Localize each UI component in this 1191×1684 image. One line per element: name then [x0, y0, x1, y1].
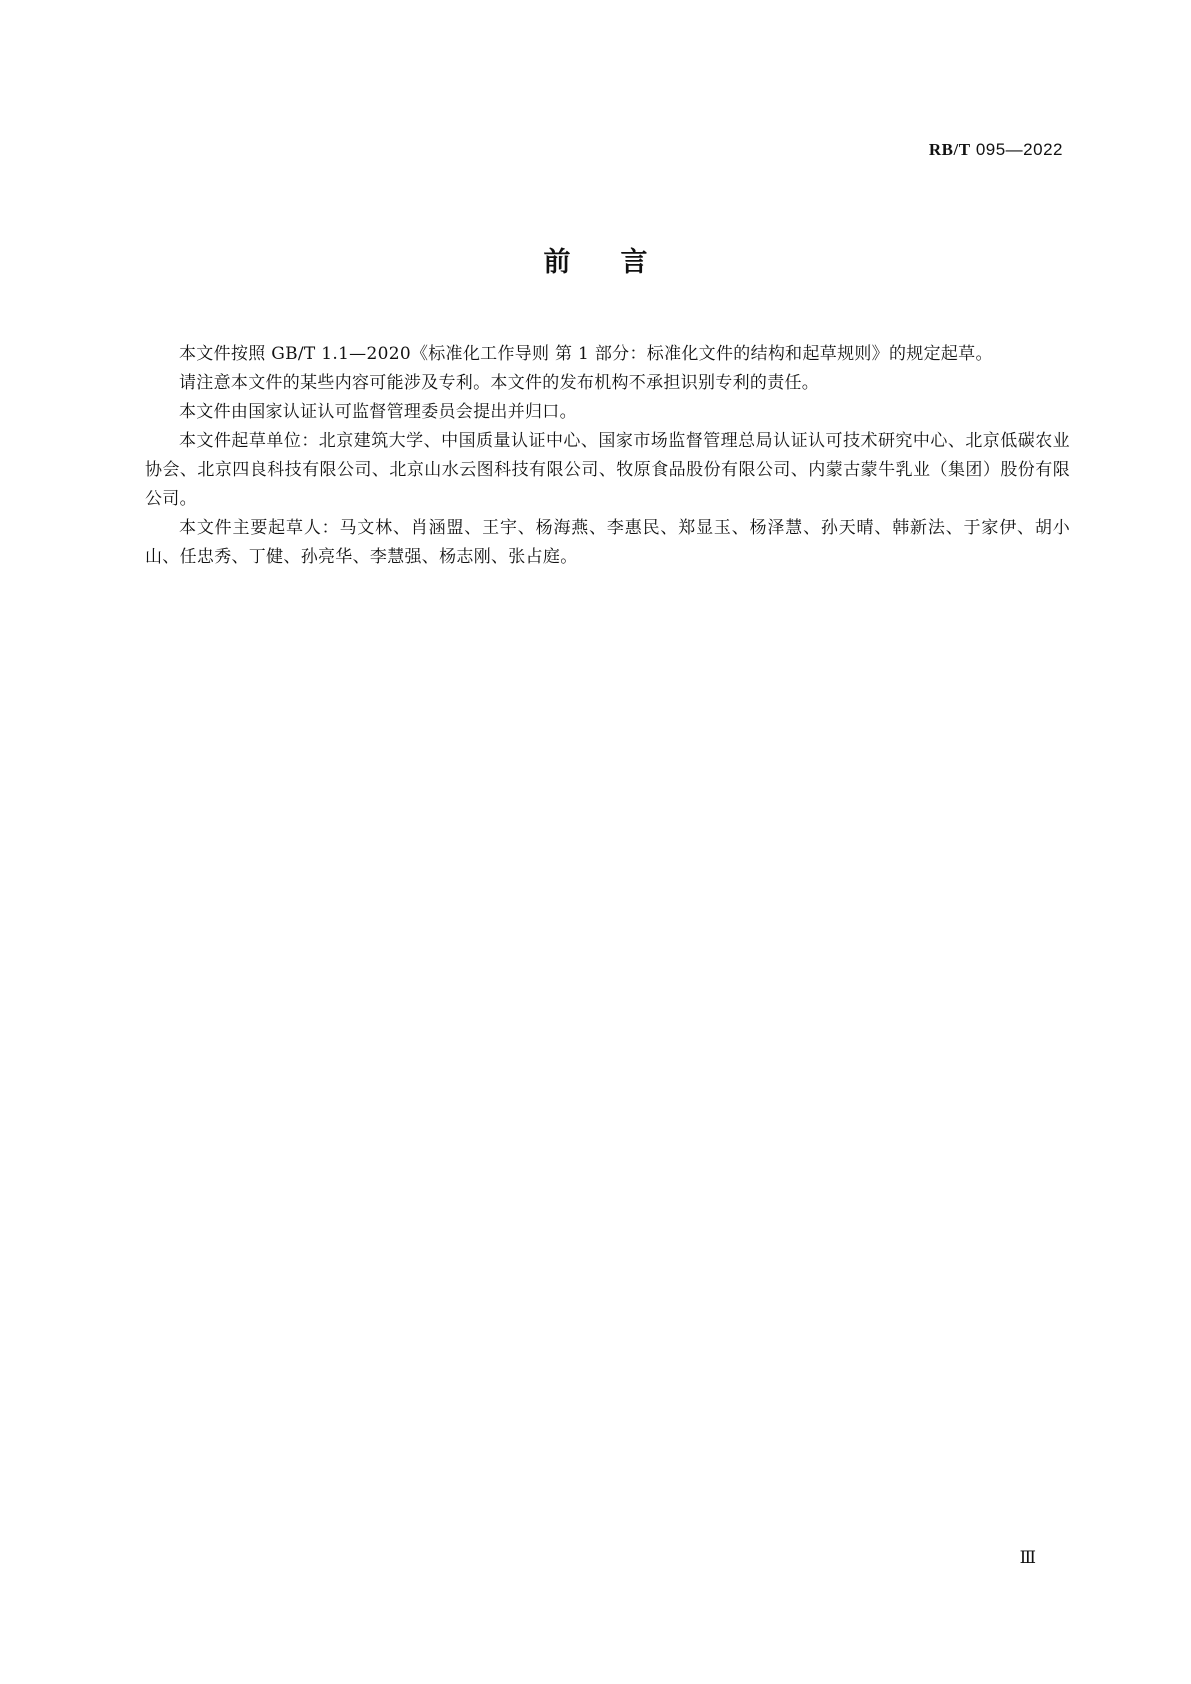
paragraph-drafting-rules: 本文件按照 GB/T 1.1—2020《标准化工作导则 第 1 部分：标准化文件的结构和起草规则》的规定起草。 — [179, 344, 993, 364]
document-code-prefix: RB/T — [928, 140, 971, 159]
document-code — [929, 140, 1063, 160]
paragraph-drafters: 本文件主要起草人：马文林、肖涵盟、王宇、杨海燕、李惠民、郑显玉、杨泽慧、孙天晴、韩新法、于家伊、胡小山、任忠秀、丁健、孙亮华、李慧强、杨志刚、张占庭。 — [145, 518, 1070, 567]
document-code-number: 095—2022 — [970, 140, 1063, 159]
page-number: Ⅲ — [1019, 1548, 1036, 1567]
paragraph-patent-notice: 请注意本文件的某些内容可能涉及专利。本文件的发布机构不承担识别专利的责任。 — [179, 373, 820, 393]
paragraph-proposer: 本文件由国家认证认可监督管理委员会提出并归口。 — [179, 402, 577, 422]
foreword-body — [145, 340, 1070, 572]
page-title: 前言 — [543, 247, 698, 278]
paragraph-drafting-units: 本文件起草单位：北京建筑大学、中国质量认证中心、国家市场监督管理总局认证认可技术研究中心、北京低碳农业协会、北京四良科技有限公司、北京山水云图科技有限公司、牧原食品股份有限公司、内蒙古蒙牛乳业（集团）股份有限公司。 — [145, 431, 1070, 509]
